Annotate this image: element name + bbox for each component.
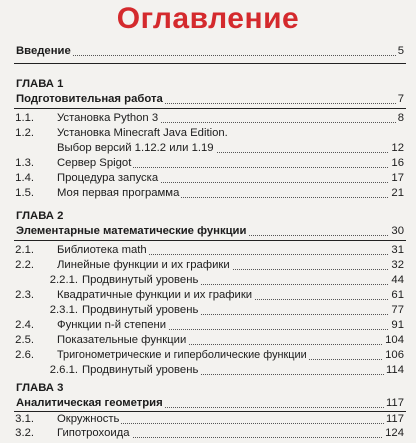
chapter-title: Элементарные математические функции [16, 225, 247, 237]
toc-entry-number: 2.3. [15, 289, 34, 301]
toc-entry-page: 124 [385, 427, 404, 439]
toc-entry-label: Сервер Spigot [57, 157, 132, 169]
leader-dots [18, 55, 396, 56]
divider [14, 63, 406, 64]
toc-entry-page: 21 [391, 187, 404, 199]
toc-entry-label: Продвинутый уровень [82, 364, 199, 376]
toc-entry-page: 104 [385, 334, 404, 346]
toc-entry-number: 2.2.1. [49, 274, 78, 286]
toc-entry-label: Линейные функции и их графики [57, 259, 230, 271]
toc-entry-number: 2.6.1. [49, 364, 78, 376]
toc-entry-label: Установка Minecraft Java Edition. [57, 127, 228, 139]
toc-entry-label: Квадратичные функции и их графики [57, 289, 253, 301]
toc-entry-1-3[interactable] [0, 156, 416, 171]
page-title: Оглавление [116, 2, 300, 35]
toc-entry-page: 77 [391, 304, 404, 316]
toc-entry-number: 1.3. [15, 157, 34, 169]
toc-entry-page: 61 [391, 289, 404, 301]
toc-entry-1-1[interactable] [0, 111, 416, 126]
toc-entry-number: 1.5. [15, 187, 34, 199]
toc-entry-page: 44 [391, 274, 404, 286]
toc-entry-2-2[interactable] [0, 258, 416, 273]
chapter-1-title-entry[interactable] [0, 92, 416, 107]
toc-entry-2-6-1[interactable] [0, 363, 416, 378]
toc-entry-1-2-cont[interactable] [0, 141, 416, 156]
toc-entry-page: 7 [397, 93, 404, 105]
toc-entry-3-2[interactable] [0, 426, 416, 441]
toc-entry-2-6[interactable] [0, 348, 416, 363]
toc-entry-1-4[interactable] [0, 171, 416, 186]
toc-entry-page: 16 [391, 157, 404, 169]
toc-entry-label: Гипотрохоида [57, 427, 130, 439]
toc-entry-number: 3.2. [15, 427, 34, 439]
toc-entry-page: 17 [391, 172, 404, 184]
toc-entry-page: 91 [391, 319, 404, 331]
toc-entry-label: Процедура запуска [57, 172, 159, 184]
toc-entry-page: 117 [385, 397, 404, 409]
toc-entry-number: 2.1. [15, 244, 34, 256]
toc-entry-label: Установка Python 3 [57, 112, 159, 124]
toc-entry-label: Библиотека math [57, 244, 147, 256]
toc-entry-label: Введение [16, 45, 71, 57]
toc-entry-number: 1.4. [15, 172, 34, 184]
toc-entry-page: 5 [397, 45, 404, 57]
toc-entry-page: 12 [391, 142, 404, 154]
toc-entry-2-3-1[interactable] [0, 303, 416, 318]
toc-entry-2-3[interactable] [0, 288, 416, 303]
toc-entry-label: Продвинутый уровень [82, 304, 199, 316]
toc-entry-page: 114 [385, 364, 404, 376]
toc-entry-label: Выбор версий 1.12.2 или 1.19 [57, 142, 214, 154]
toc-entry-page: 32 [391, 259, 404, 271]
toc-entry-intro[interactable] [0, 44, 416, 59]
chapter-title: Подготовительная работа [16, 93, 163, 105]
toc-entry-2-5[interactable] [0, 333, 416, 348]
toc-entry-number: 2.4. [15, 319, 34, 331]
toc-entry-label: Окружность [57, 413, 120, 425]
toc-entry-number: 2.5. [15, 334, 34, 346]
toc-entry-label: Показательные функции [57, 334, 187, 346]
toc-entry-page: 117 [385, 413, 404, 425]
toc-entry-page: 106 [385, 349, 404, 361]
toc-entry-number: 3.1. [15, 413, 34, 425]
toc-entry-number: 2.6. [15, 349, 34, 361]
toc-entry-label: Моя первая программа [57, 187, 180, 199]
toc-entry-label: Тригонометрические и гиперболические функции [57, 349, 307, 361]
toc-entry-page: 31 [391, 244, 404, 256]
chapter-1-heading: ГЛАВА 1 [16, 78, 64, 90]
chapter-3-title-entry[interactable] [0, 396, 416, 411]
toc-entry-number: 2.2. [15, 259, 34, 271]
chapter-title: Аналитическая геометрия [16, 397, 163, 409]
toc-entry-page: 30 [391, 225, 404, 237]
chapter-2-title-entry[interactable] [0, 224, 416, 239]
divider [14, 240, 406, 241]
toc-entry-2-1[interactable] [0, 243, 416, 258]
toc-entry-1-5[interactable] [0, 186, 416, 201]
chapter-3-heading: ГЛАВА 3 [16, 382, 64, 394]
toc-entry-2-4[interactable] [0, 318, 416, 333]
chapter-2-heading: ГЛАВА 2 [16, 210, 64, 222]
toc-entry-label: Функции n-й степени [57, 319, 167, 331]
toc-entry-number: 2.3.1. [49, 304, 78, 316]
divider [14, 108, 406, 109]
toc-entry-number: 1.2. [15, 127, 34, 139]
toc-entry-2-2-1[interactable] [0, 273, 416, 288]
toc-entry-page: 8 [397, 112, 404, 124]
toc-entry-1-2[interactable] [0, 126, 416, 141]
toc-entry-3-1[interactable] [0, 412, 416, 427]
toc-entry-number: 1.1. [15, 112, 34, 124]
toc-entry-label: Продвинутый уровень [82, 274, 199, 286]
